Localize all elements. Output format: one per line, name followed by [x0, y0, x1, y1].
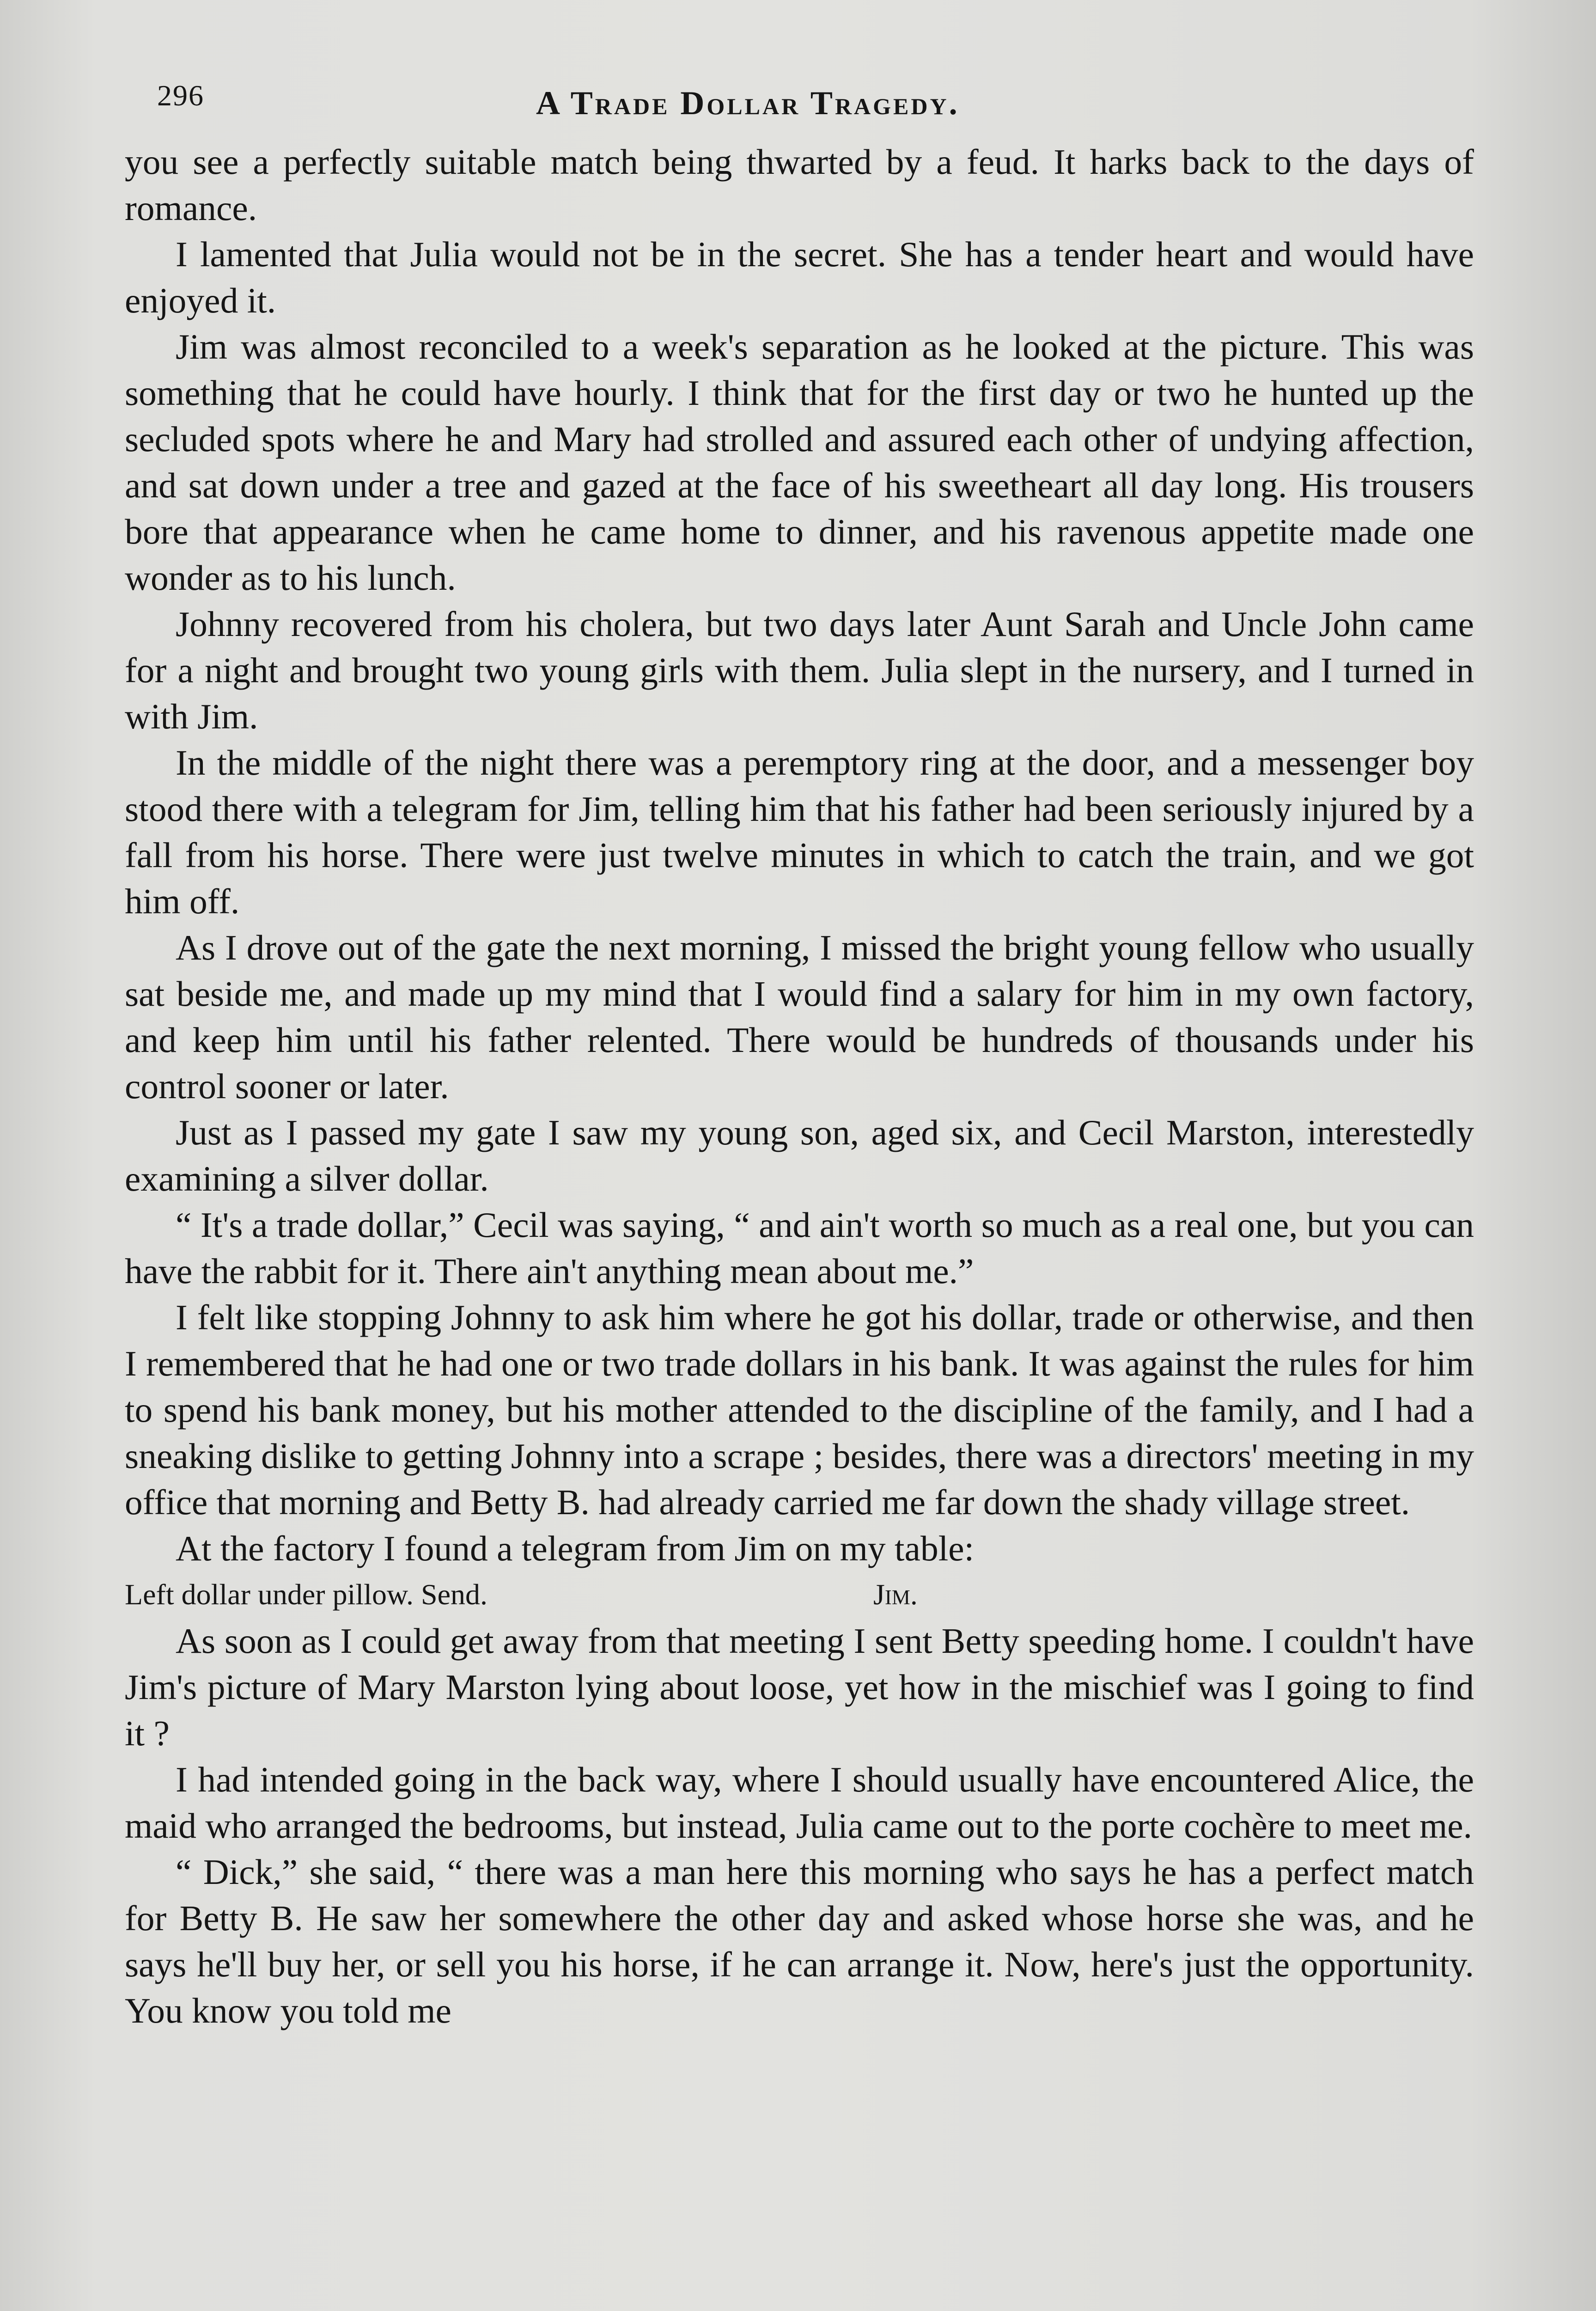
paragraph: As I drove out of the gate the next morning, I missed the bright young fellow who usually sat beside me, and made up my mind that I would find a salary for him in my own factory, and keep him until his father relented. There would be hundreds of thousands under his control sooner or later.: [125, 928, 1474, 1106]
paragraph: I lamented that Julia would not be in the secret. She has a tender heart and would have enjoyed it.: [125, 234, 1474, 320]
paragraph: “ Dick,” she said, “ there was a man here this morning who says he has a perfect match for Betty B. He saw her somewhere the other day and asked whose horse she was, and he says he'll buy her, or sell you his horse, if he can arrange it. Now, here's just the opportunity. You know you told me: [125, 1852, 1474, 2030]
paragraph: Jim was almost reconciled to a week's separation as he looked at the picture. This was something that he could have hourly. I think that for the first day or two he hunted up the secluded spots where he and Mary had strolled and assured each other of undying affection, and sat down under a tree and gazed at the face of his sweetheart all day long. His trousers bore that appearance when he came home to dinner, and his ravenous appetite made one wonder as to his lunch.: [125, 327, 1474, 598]
telegram-message: Left dollar under pillow. Send.: [125, 1578, 487, 1611]
telegram: [125, 1571, 1474, 1618]
paragraph: “ It's a trade dollar,” Cecil was saying, “ and ain't worth so much as a real one, but you can have the rabbit for it. There ain't anything mean about me.”: [125, 1205, 1474, 1291]
paragraph: As soon as I could get away from that meeting I sent Betty speeding home. I couldn't have Jim's picture of Mary Marston lying about loose, yet how in the mischief was I going to find it ?: [125, 1621, 1474, 1753]
page-number: 296: [157, 79, 204, 112]
telegram-signature: Jim.: [873, 1578, 918, 1611]
paragraph: Just as I passed my gate I saw my young son, aged six, and Cecil Marston, interestedly examining a silver dollar.: [125, 1113, 1474, 1198]
paragraph: At the factory I found a telegram from Jim on my table:: [176, 1528, 975, 1568]
running-title: A Trade Dollar Tragedy.: [536, 85, 960, 122]
paragraph: I felt like stopping Johnny to ask him where he got his dollar, trade or otherwise, and then I remembered that he had one or two trade dollars in his bank. It was against the rules for him to spend his bank money, but his mother attended to the discipline of the family, and I had a sneaking dislike to getting Johnny into a scrape ; besides, there was a directors' meeting in my office that morning and Betty B. had already carried me far down the shady village street.: [125, 1297, 1474, 1522]
paragraph: In the middle of the night there was a peremptory ring at the door, and a messenger boy stood there with a telegram for Jim, telling him that his father had been seriously injured by a fall from his horse. There were just twelve minutes in which to catch the train, and we got him off.: [125, 743, 1474, 921]
paragraph: Johnny recovered from his cholera, but two days later Aunt Sarah and Uncle John came for a night and brought two young girls with them. Julia slept in the nursery, and I turned in with Jim.: [125, 604, 1474, 736]
paragraph: you see a perfectly suitable match being thwarted by a feud. It harks back to the days of romance.: [125, 142, 1474, 228]
paragraph: I had intended going in the back way, where I should usually have encountered Alice, the maid who arranged the bedrooms, but instead, Julia came out to the porte cochère to meet me.: [125, 1760, 1474, 1846]
body-text: [125, 139, 1474, 2034]
page-header: [157, 79, 1460, 134]
